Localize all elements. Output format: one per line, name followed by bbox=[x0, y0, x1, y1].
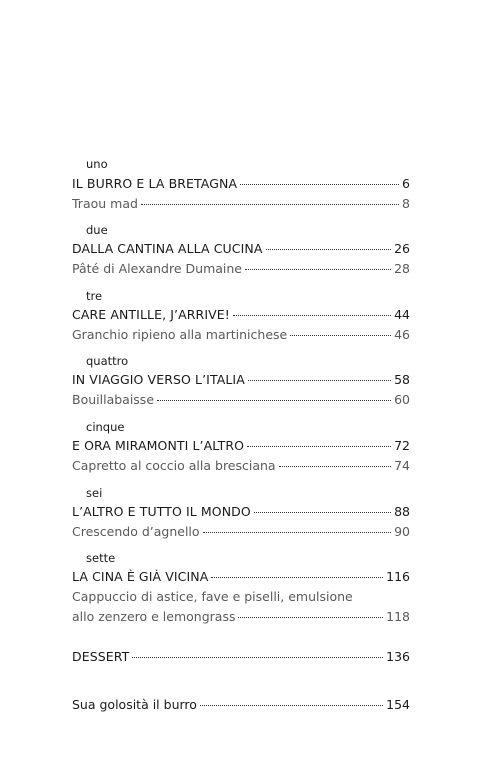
section-title: DESSERT bbox=[72, 649, 130, 664]
toc-entry-recipe bbox=[72, 196, 410, 212]
page-number: 44 bbox=[394, 307, 410, 322]
dot-leader bbox=[132, 657, 383, 658]
dot-leader bbox=[266, 249, 392, 250]
dot-leader bbox=[247, 446, 391, 447]
toc-entry-recipe bbox=[72, 261, 410, 277]
page-number: 60 bbox=[394, 392, 410, 407]
chapter-number: cinque bbox=[86, 420, 125, 434]
toc-entry-chapter bbox=[72, 307, 410, 323]
chapter-number: tre bbox=[86, 289, 103, 303]
page-number: 58 bbox=[394, 372, 410, 387]
dot-leader bbox=[200, 705, 383, 706]
dot-leader bbox=[203, 532, 392, 533]
page-number: 136 bbox=[386, 649, 410, 664]
toc-entry-closing bbox=[72, 697, 410, 713]
chapter-title: LA CINA È GIÀ VICINA bbox=[72, 569, 209, 584]
chapter-number: sei bbox=[86, 486, 103, 500]
page-number: 8 bbox=[402, 196, 410, 211]
dot-leader bbox=[245, 269, 391, 270]
page-number: 26 bbox=[394, 241, 410, 256]
page-number: 72 bbox=[394, 438, 410, 453]
page-number: 116 bbox=[386, 569, 410, 584]
chapter-title: L’ALTRO E TUTTO IL MONDO bbox=[72, 504, 251, 519]
chapter-title: CARE ANTILLE, J’ARRIVE! bbox=[72, 307, 230, 322]
dot-leader bbox=[279, 466, 391, 467]
dot-leader bbox=[240, 184, 399, 185]
toc-entry-chapter bbox=[72, 504, 410, 520]
recipe-title-line1: Cappuccio di astice, fave e piselli, emulsione bbox=[72, 589, 353, 604]
toc-entry-recipe bbox=[72, 609, 410, 625]
chapter-title: IL BURRO E LA BRETAGNA bbox=[72, 176, 238, 191]
toc-entry-chapter bbox=[72, 569, 410, 585]
recipe-title: Pâté di Alexandre Dumaine bbox=[72, 261, 242, 276]
dot-leader bbox=[141, 204, 399, 205]
dot-leader bbox=[211, 577, 383, 578]
page-number: 154 bbox=[386, 697, 410, 712]
recipe-title: allo zenzero e lemongrass bbox=[72, 609, 236, 624]
chapter-number: due bbox=[86, 223, 108, 237]
page-number: 90 bbox=[394, 524, 410, 539]
toc-entry-chapter bbox=[72, 372, 410, 388]
chapter-number: sette bbox=[86, 551, 116, 565]
toc-entry-recipe bbox=[72, 392, 410, 408]
toc-entry-chapter bbox=[72, 438, 410, 454]
recipe-title: Capretto al coccio alla bresciana bbox=[72, 458, 276, 473]
page-number: 28 bbox=[394, 261, 410, 276]
section-title: Sua golosità il burro bbox=[72, 697, 197, 712]
page-number: 118 bbox=[386, 609, 410, 624]
chapter-title: IN VIAGGIO VERSO L’ITALIA bbox=[72, 372, 245, 387]
recipe-title: Bouillabaisse bbox=[72, 392, 155, 407]
toc-entry-recipe bbox=[72, 327, 410, 343]
chapter-number: quattro bbox=[86, 354, 129, 368]
chapter-title: DALLA CANTINA ALLA CUCINA bbox=[72, 241, 263, 256]
dot-leader bbox=[254, 512, 391, 513]
recipe-title: Traou mad bbox=[72, 196, 138, 211]
dot-leader bbox=[157, 400, 391, 401]
recipe-title: Granchio ripieno alla martinichese bbox=[72, 327, 288, 342]
dot-leader bbox=[290, 335, 391, 336]
chapter-number: uno bbox=[86, 157, 108, 171]
toc-entry-chapter bbox=[72, 241, 410, 257]
page-number: 74 bbox=[394, 458, 410, 473]
toc-entry-recipe bbox=[72, 458, 410, 474]
recipe-title: Crescendo d’agnello bbox=[72, 524, 200, 539]
page-number: 46 bbox=[394, 327, 410, 342]
toc-entry-recipe bbox=[72, 524, 410, 540]
dot-leader bbox=[238, 617, 383, 618]
toc-entry-dessert bbox=[72, 649, 410, 665]
dot-leader bbox=[233, 315, 391, 316]
dot-leader bbox=[248, 380, 391, 381]
page-number: 88 bbox=[394, 504, 410, 519]
page-number: 6 bbox=[402, 176, 410, 191]
toc-entry-chapter bbox=[72, 176, 410, 192]
chapter-title: E ORA MIRAMONTI L’ALTRO bbox=[72, 438, 245, 453]
